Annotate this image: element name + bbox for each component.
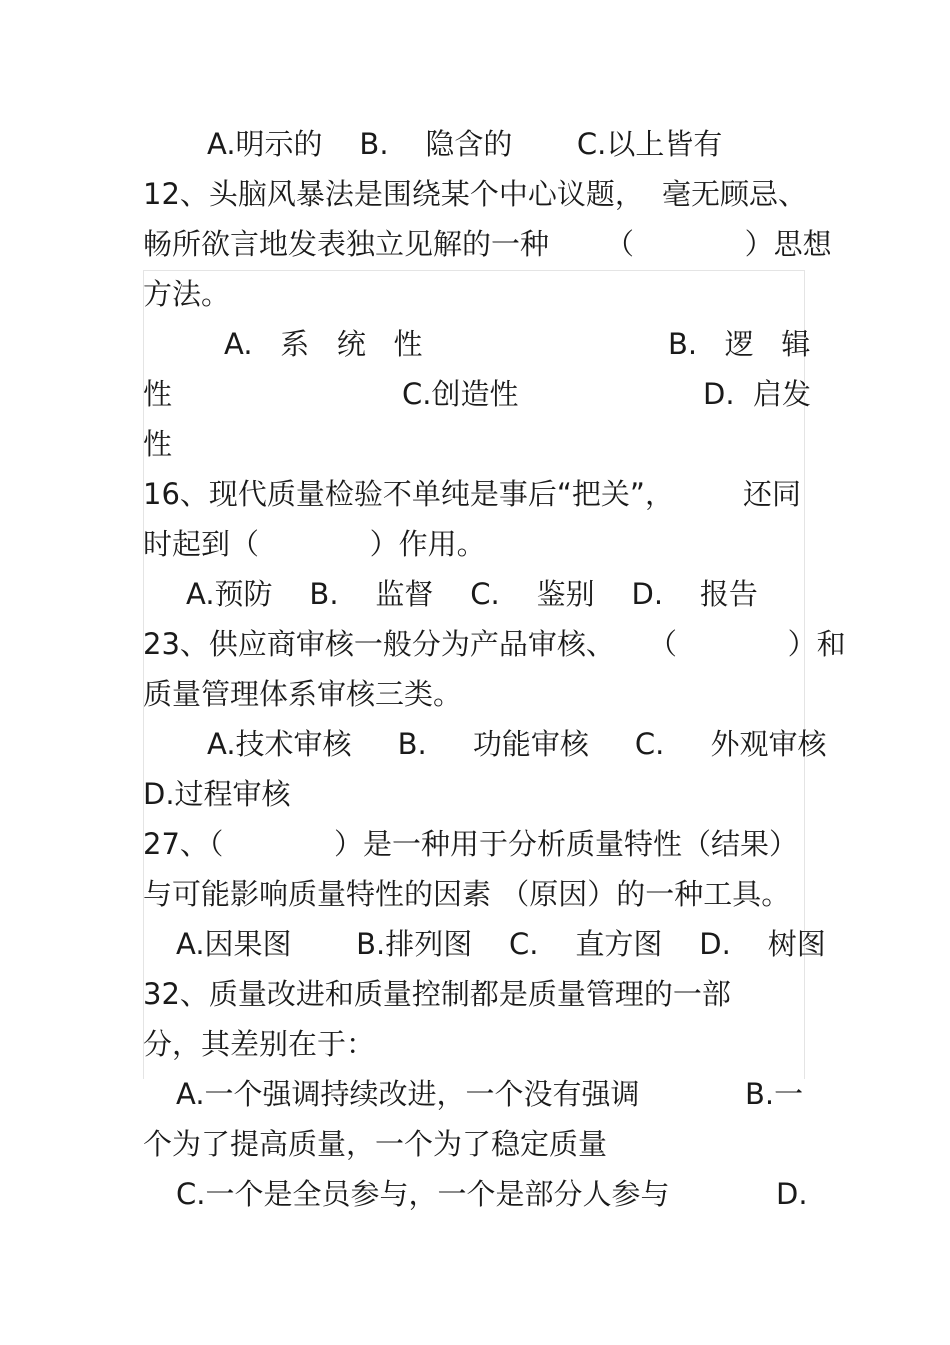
q23-text-line1: 23、供应商审核一般分为产品审核、 — [143, 627, 615, 661]
q12-option-b-end: 性 — [143, 377, 173, 411]
q12-text-line1-end: 毫无顾忌、 — [662, 177, 808, 211]
q32-option-d: D. — [776, 1177, 808, 1211]
q16-text-line1-end: 还同 — [743, 477, 802, 511]
q32-option-c: C.一个是全员参与，一个是部分人参与 — [176, 1177, 670, 1211]
q32-option-b: B.一 — [745, 1077, 804, 1111]
q32-text-line1: 32、质量改进和质量控制都是质量管理的一部 — [143, 977, 731, 1011]
q27-text-line1: 27、（ ）是一种用于分析质量特性（结果） — [143, 827, 799, 861]
q27-options: A.因果图 B.排列图 C. 直方图 D. 树图 — [176, 927, 826, 961]
q12-option-d-end: 性 — [143, 427, 173, 461]
q12-option-c: C.创造性 — [402, 377, 519, 411]
q12-option-d: D. 启发 — [703, 377, 811, 411]
q12-text-line3: 方法。 — [143, 277, 231, 311]
q16-options: A.预防 B. 监督 C. 鉴别 D. 报告 — [186, 577, 758, 611]
q16-text-line2: 时起到（ ）作用。 — [143, 527, 486, 561]
q23-text-line2: 质量管理体系审核三类。 — [143, 677, 463, 711]
q11-options: A.明示的 B. 隐含的 C.以上皆有 — [207, 127, 723, 161]
q12-option-a: A. 系 统 性 — [224, 327, 423, 361]
q23-options: A.技术审核 B. 功能审核 C. 外观审核 — [207, 727, 827, 761]
q23-option-d: D.过程审核 — [143, 777, 291, 811]
q16-text-line1: 16、现代质量检验不单纯是事后“把关”， — [143, 477, 674, 511]
q12-option-b: B. 逻 辑 — [668, 327, 811, 361]
q32-option-b-end: 个为了提高质量，一个为了稳定质量 — [143, 1127, 608, 1161]
q12-text-line2: 畅所欲言地发表独立见解的一种 — [143, 227, 550, 261]
q27-text-line2: 与可能影响质量特性的因素 （原因）的一种工具。 — [143, 877, 791, 911]
q23-blank: （ ）和 — [648, 627, 846, 661]
q12-blank: （ ）思想 — [605, 227, 832, 261]
q12-text-line1: 12、头脑风暴法是围绕某个中心议题， — [143, 177, 644, 211]
q32-text-line2: 分，其差别在于： — [143, 1027, 376, 1061]
q32-option-a: A.一个强调持续改进，一个没有强调 — [176, 1077, 640, 1111]
